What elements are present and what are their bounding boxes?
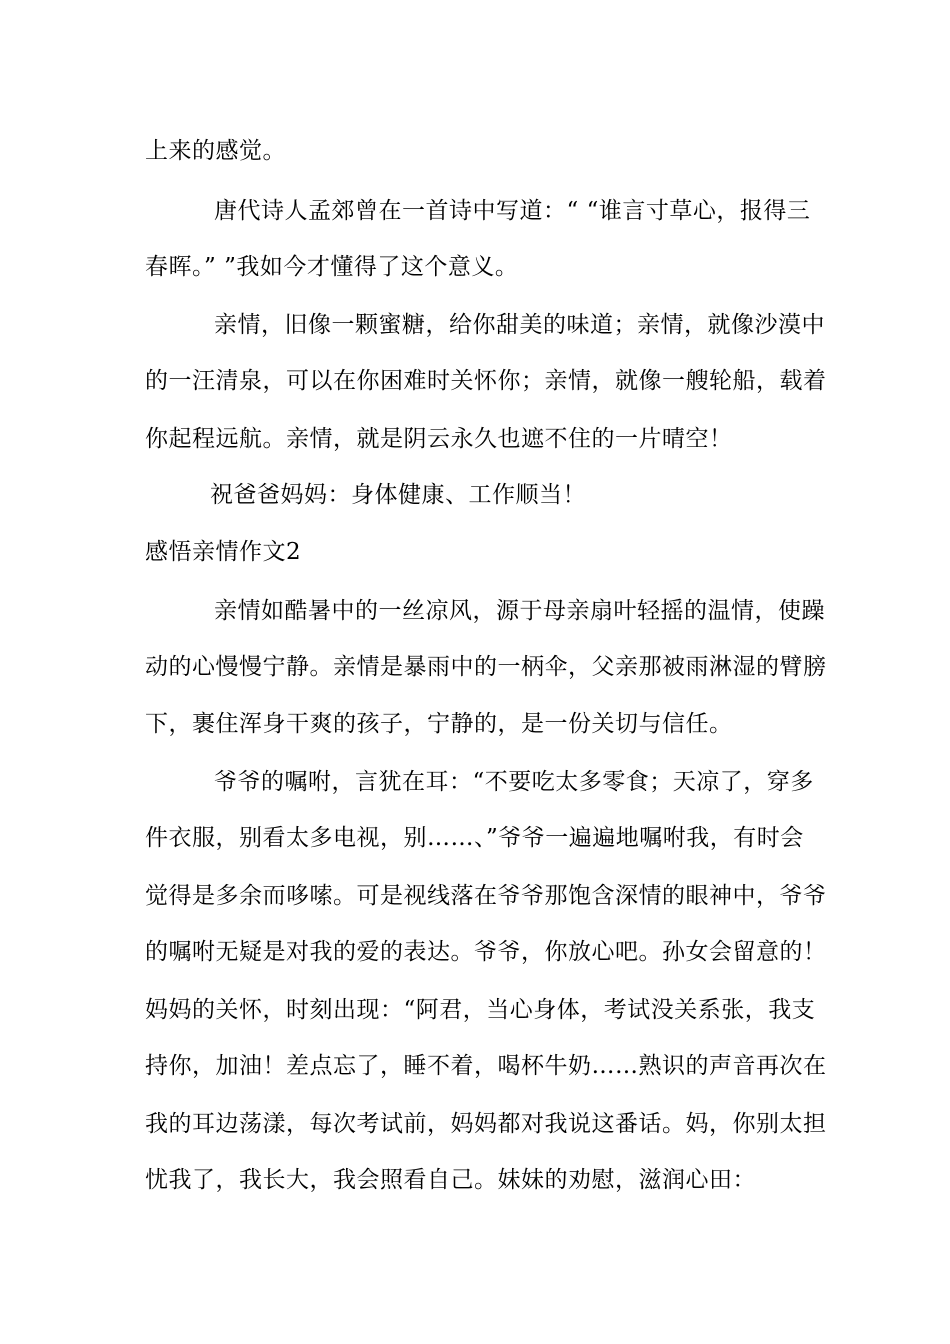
paragraph-line: 上来的感觉。 [145,138,286,164]
paragraph-line: 爷爷的嘱咐，言犹在耳：“不要吃太多零食；天凉了，穿多 [214,769,814,795]
paragraph-line: 觉得是多余而哆嗦。可是视线落在爷爷那饱含深情的眼神中，爷爷 [145,883,827,909]
paragraph-line: 动的心慢慢宁静。亲情是暴雨中的一柄伞，父亲那被雨淋湿的臂膀 [145,654,827,680]
paragraph-line: 下，裹住浑身干爽的孩子，宁静的，是一份关切与信任。 [145,711,733,737]
section-heading: 感悟亲情作文2 [145,539,302,565]
paragraph-line: 的一汪清泉，可以在你困难时关怀你；亲情，就像一艘轮船，载着 [145,368,827,394]
paragraph-line: 件衣服，别看太多电视，别……、”爷爷一遍遍地嘱咐我，有时会 [145,825,804,851]
paragraph-line: 妈妈的关怀，时刻出现：“阿君，当心身体，考试没关系张，我支 [145,997,816,1023]
paragraph-line: 春晖。” ”我如今才懂得了这个意义。 [145,254,519,280]
paragraph-line: 亲情，旧像一颗蜜糖，给你甜美的味道；亲情，就像沙漠中 [214,312,825,338]
paragraph-line: 持你，加油！差点忘了，睡不着，喝杯牛奶……熟识的声音再次在 [145,1053,827,1079]
paragraph-line: 我的耳边荡漾，每次考试前，妈妈都对我说这番话。妈，你别太担 [145,1111,827,1137]
paragraph-line: 唐代诗人孟郊曾在一首诗中写道：“ “谁言寸草心，报得三 [214,198,811,224]
paragraph-line: 的嘱咐无疑是对我的爱的表达。爷爷，你放心吧。孙女会留意的！ [145,939,827,965]
paragraph-line: 忧我了，我长大，我会照看自己。妹妹的劝慰，滋润心田： [145,1167,756,1193]
paragraph-line: 亲情如酷暑中的一丝凉风，源于母亲扇叶轻摇的温情，使躁 [214,598,825,624]
paragraph-line: 祝爸爸妈妈：身体健康、工作顺当！ [210,482,586,508]
paragraph-line: 你起程远航。亲情，就是阴云永久也遮不住的一片晴空！ [145,426,733,452]
